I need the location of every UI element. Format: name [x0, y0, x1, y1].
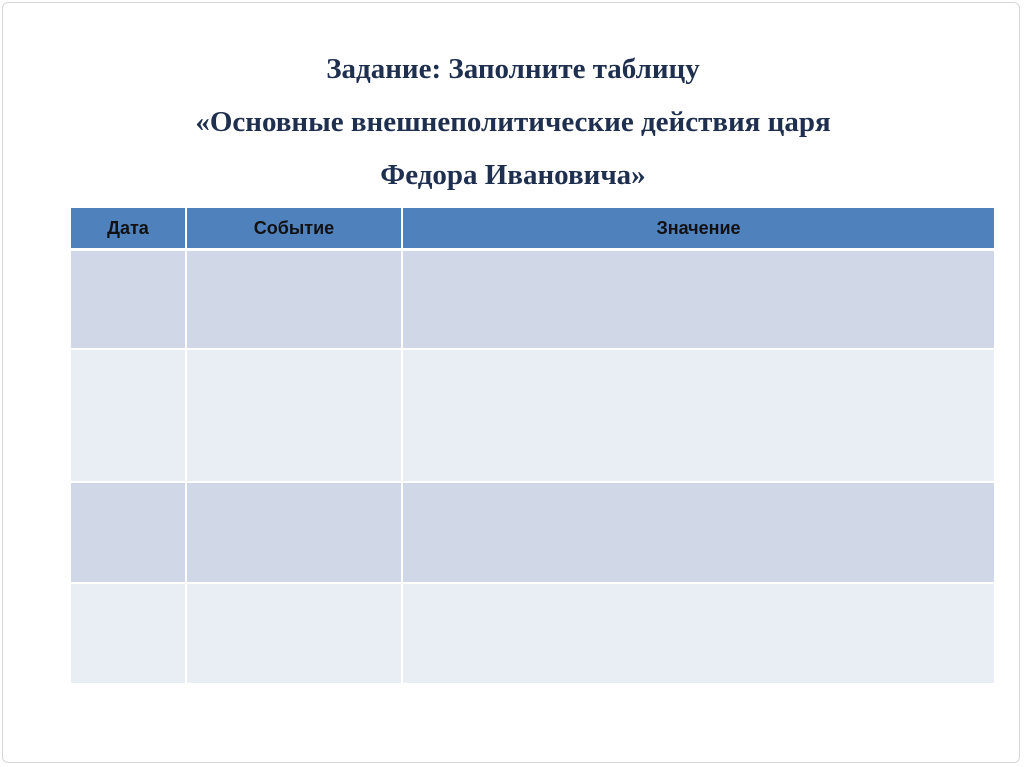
title-line-3: Федора Ивановича»: [380, 159, 646, 191]
cell-date[interactable]: [71, 349, 186, 482]
table-row: [71, 583, 994, 684]
header-event: Событие: [186, 208, 402, 250]
cell-meaning[interactable]: [402, 583, 994, 684]
cell-meaning[interactable]: [402, 349, 994, 482]
cell-event[interactable]: [186, 583, 402, 684]
table-row: [71, 349, 994, 482]
slide: [2, 2, 1020, 763]
title-line-1: Задание: Заполните таблицу: [326, 53, 700, 85]
slide-title: [63, 43, 963, 202]
table-row: [71, 250, 994, 350]
cell-event[interactable]: [186, 250, 402, 350]
title-line-2: «Основные внешнеполитические действия царя: [195, 106, 831, 138]
table-row: [71, 482, 994, 583]
cell-meaning[interactable]: [402, 250, 994, 350]
cell-event[interactable]: [186, 482, 402, 583]
cell-date[interactable]: [71, 583, 186, 684]
table-header-row: [71, 208, 994, 250]
cell-date[interactable]: [71, 482, 186, 583]
cell-meaning[interactable]: [402, 482, 994, 583]
cell-event[interactable]: [186, 349, 402, 482]
header-date: Дата: [71, 208, 186, 250]
header-meaning: Значение: [402, 208, 994, 250]
task-table: [71, 208, 994, 685]
cell-date[interactable]: [71, 250, 186, 350]
